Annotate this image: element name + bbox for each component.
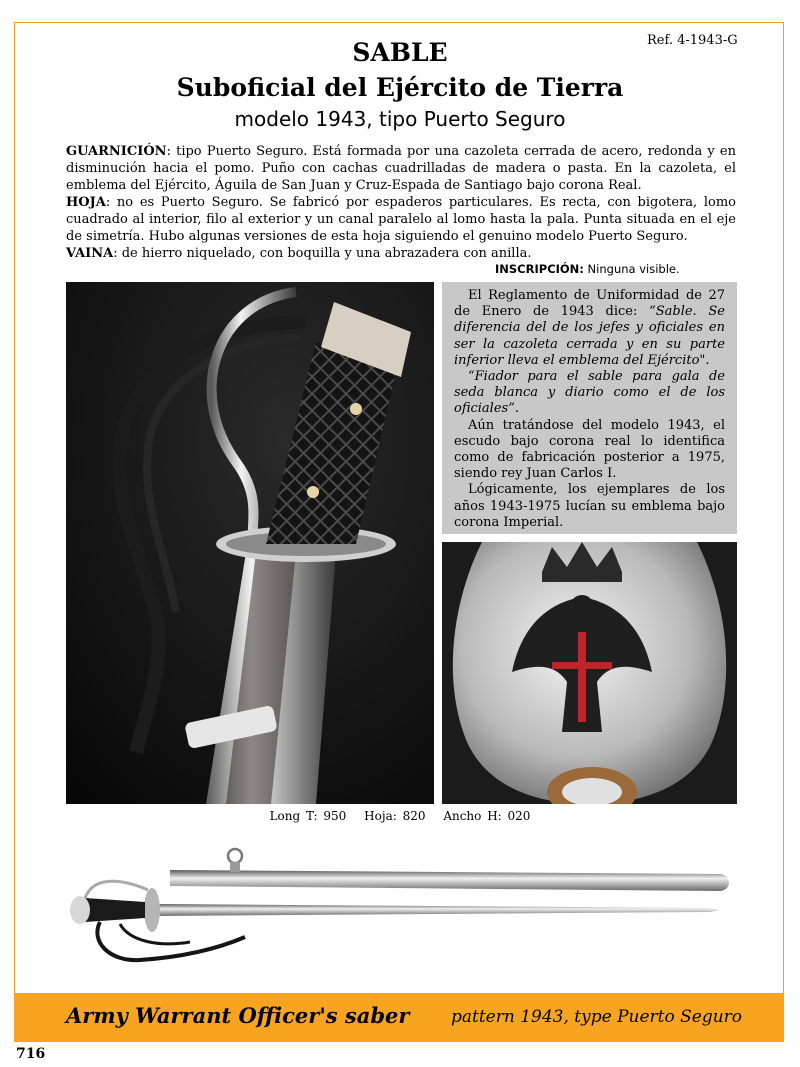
hoja-label: HOJA: [66, 195, 106, 210]
vaina-text: : de hierro niquelado, con boquilla y una abrazadera con anilla.: [113, 246, 532, 261]
quote-paragraph-4: Lógicamente, los ejemplares de los años 1943-1975 lucían su emblema bajo corona Imperial.: [454, 482, 725, 530]
length-total: Long T: 950: [269, 809, 347, 823]
english-subtitle: pattern 1943, type Puerto Seguro: [451, 1007, 743, 1027]
full-saber-photo: [60, 842, 740, 982]
hilt-photo: [66, 282, 434, 804]
saber-illustration: [60, 842, 740, 982]
hilt-illustration: [66, 282, 434, 804]
vaina-paragraph: [66, 245, 736, 262]
english-title: Army Warrant Officer's saber: [66, 1003, 410, 1028]
hilt-width: Ancho H: 020: [443, 809, 531, 823]
quote-intro: El Reglamento de Uniformidad de 27 de Enero de 1943 dice:: [454, 288, 725, 320]
page-subtitle: Suboficial del Ejército de Tierra: [176, 73, 624, 102]
footer-banner: [14, 993, 784, 1042]
hoja-text: : no es Puerto Seguro. Se fabricó por espaderos particulares. Es recta, con bigotera, lomo cuadrado al interior, filo al exterior y un canal paralelo al lomo hasta la pala. Punta situada en el eje de simetría. Hubo algunas versiones de esta hoja siguiendo el genuino modelo Puerto Seguro.: [66, 195, 736, 244]
quote-paragraph-2: [454, 369, 725, 418]
page-title: SABLE: [352, 38, 448, 67]
regulation-quote-box: [442, 282, 737, 534]
inscription-label: INSCRIPCIÓN:: [495, 262, 584, 276]
quote-fiador-text: “Fiador para el sable para gala de seda blanca y diario como el de los oficiales”.: [454, 369, 725, 417]
guarnicion-paragraph: [66, 143, 736, 194]
guarnicion-label: GUARNICIÓN: [66, 144, 167, 159]
hoja-paragraph: [66, 194, 736, 245]
quote-paragraph-1: [454, 288, 725, 369]
emblem-photo: [442, 542, 737, 804]
inscription-line: [495, 262, 680, 276]
inscription-text: Ninguna visible.: [583, 262, 680, 276]
reference-code: Ref. 4-1943-G: [647, 33, 738, 48]
guarnicion-text: : tipo Puerto Seguro. Está formada por una cazoleta cerrada de acero, redonda y en disminución hacia el pomo. Puño con cachas cuadrilladas de madera o pasta. En la cazoleta, el emblema del Ejército, Águila de San Juan y Cruz-Espada de Santiago bajo corona Real.: [66, 144, 736, 193]
vaina-label: VAINA: [66, 246, 114, 261]
quote-paragraph-3: Aún tratándose del modelo 1943, el escudo bajo corona real lo identifica como de fabricación posterior a 1975, siendo rey Juan Carlos I.: [454, 417, 725, 482]
description-block: [66, 143, 736, 262]
page-model-line: modelo 1943, tipo Puerto Seguro: [234, 107, 566, 131]
page-number: 716: [16, 1046, 46, 1062]
quote-regulation-text: “Sable. Se diferencia del de los jefes y oficiales en ser la cazoleta cerrada y en su parte inferior lleva el emblema del Ejército".: [454, 304, 725, 368]
dimensions-line: [0, 809, 800, 823]
emblem-illustration: [442, 542, 737, 804]
blade-length: Hoja: 820: [364, 809, 426, 823]
